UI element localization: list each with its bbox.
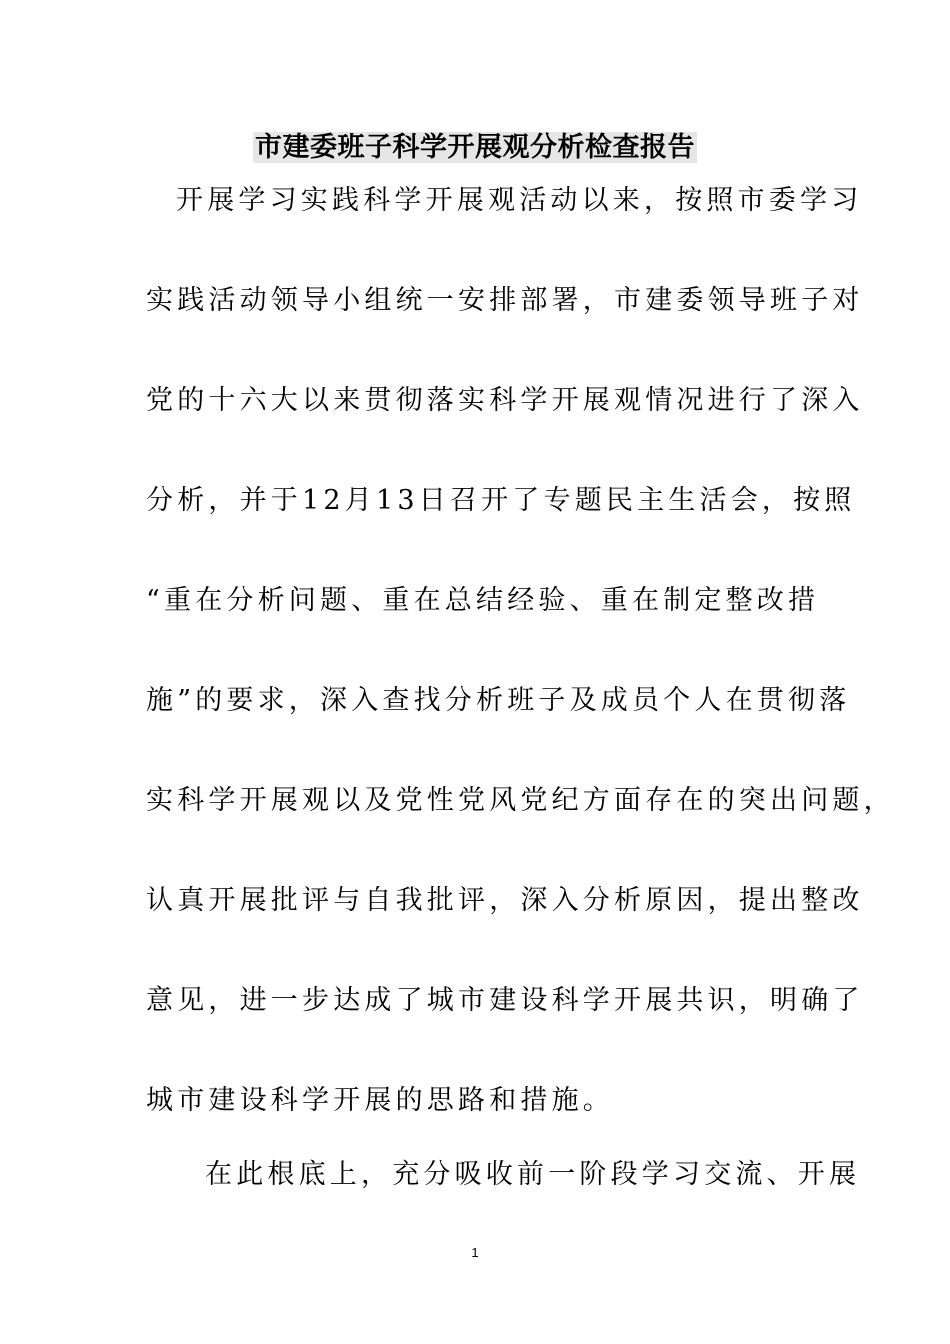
document-title-text: 市建委班子科学开展观分析检查报告 <box>255 132 695 163</box>
paragraph-line: 意见，进一步达成了城市建设科学开展共识，明确了 <box>146 985 864 1016</box>
paragraph-line: 施”的要求，深入查找分析班子及成员个人在贯彻落 <box>146 685 851 716</box>
page-number: 1 <box>471 1245 479 1260</box>
document-title <box>0 131 950 165</box>
paragraph-line: “重在分析问题、重在总结经验、重在制定整改措 <box>146 585 820 616</box>
paragraph-line: 开展学习实践科学开展观活动以来，按照市委学习 <box>176 185 863 216</box>
paragraph-line: 党的十六大以来贯彻落实科学开展观情况进行了深入 <box>146 385 864 416</box>
paragraph-line: 在此根底上，充分吸收前一阶段学习交流、开展 <box>205 1159 861 1190</box>
paragraph-line: 实践活动领导小组统一安排部署，市建委领导班子对 <box>146 285 864 316</box>
paragraph-line: 实科学开展观以及党性党风党纪方面存在的突出问题， <box>146 785 895 816</box>
paragraph-line: 分析，并于12月13日召开了专题民主生活会，按照 <box>146 485 856 516</box>
paragraph-line: 城市建设科学开展的思路和措施。 <box>146 1085 614 1116</box>
paragraph-line: 认真开展批评与自我批评，深入分析原因，提出整改 <box>146 885 864 916</box>
